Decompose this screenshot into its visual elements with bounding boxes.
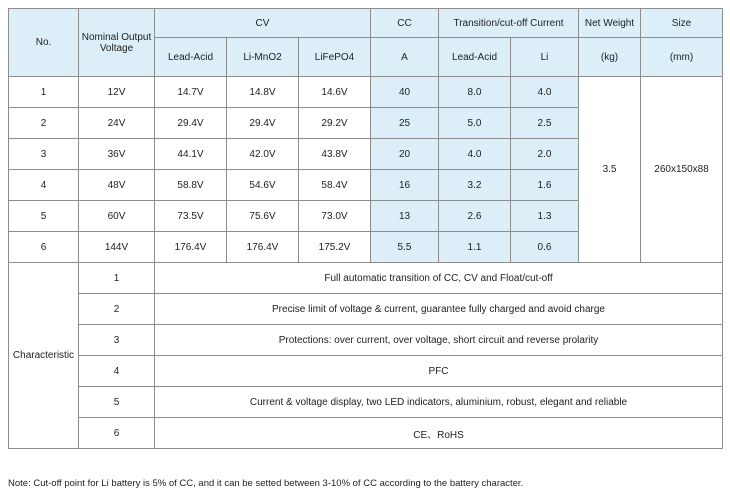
characteristic-text: CE、RoHS xyxy=(155,418,723,449)
characteristic-row xyxy=(9,263,723,294)
cell-cv-lead-acid: 14.7V xyxy=(155,77,227,108)
cell-transition-lead-acid: 8.0 xyxy=(439,77,511,108)
cell-cv-li-mno2: 75.6V xyxy=(227,201,299,232)
cell-size: 260x150x88 xyxy=(641,77,723,263)
characteristic-no: 6 xyxy=(79,418,155,449)
header-size-unit: (mm) xyxy=(641,38,723,77)
header-cv-li-mno2: Li-MnO2 xyxy=(227,38,299,77)
characteristic-row xyxy=(9,387,723,418)
header-cc-unit: A xyxy=(371,38,439,77)
characteristic-row xyxy=(9,294,723,325)
cell-voltage: 60V xyxy=(79,201,155,232)
cell-cc: 5.5 xyxy=(371,232,439,263)
spec-table xyxy=(8,8,723,449)
cell-cv-lead-acid: 58.8V xyxy=(155,170,227,201)
characteristic-label: Characteristic xyxy=(9,263,79,449)
cell-transition-li: 4.0 xyxy=(511,77,579,108)
footnote: Note: Cut-off point for Li battery is 5% of CC, and it can be setted between 3-10% of CC according to the battery character. xyxy=(8,478,524,489)
header-cv-lifepo4: LiFePO4 xyxy=(299,38,371,77)
characteristic-row xyxy=(9,418,723,449)
cell-transition-lead-acid: 3.2 xyxy=(439,170,511,201)
cell-voltage: 144V xyxy=(79,232,155,263)
cell-transition-lead-acid: 4.0 xyxy=(439,139,511,170)
cell-no: 4 xyxy=(9,170,79,201)
cell-cc: 13 xyxy=(371,201,439,232)
cell-cv-lifepo4: 73.0V xyxy=(299,201,371,232)
characteristic-text: Precise limit of voltage & current, guarantee fully charged and avoid charge xyxy=(155,294,723,325)
cell-transition-li: 1.3 xyxy=(511,201,579,232)
cell-cv-li-mno2: 29.4V xyxy=(227,108,299,139)
cell-transition-lead-acid: 5.0 xyxy=(439,108,511,139)
characteristic-no: 3 xyxy=(79,325,155,356)
characteristic-no: 1 xyxy=(79,263,155,294)
characteristic-text: Full automatic transition of CC, CV and Float/cut-off xyxy=(155,263,723,294)
cell-no: 6 xyxy=(9,232,79,263)
cell-no: 3 xyxy=(9,139,79,170)
header-cv: CV xyxy=(155,9,371,38)
cell-transition-lead-acid: 2.6 xyxy=(439,201,511,232)
characteristic-row xyxy=(9,356,723,387)
header-cc: CC xyxy=(371,9,439,38)
header-size: Size xyxy=(641,9,723,38)
cell-cv-li-mno2: 14.8V xyxy=(227,77,299,108)
cell-voltage: 48V xyxy=(79,170,155,201)
cell-cv-lead-acid: 73.5V xyxy=(155,201,227,232)
cell-transition-li: 1.6 xyxy=(511,170,579,201)
characteristic-no: 2 xyxy=(79,294,155,325)
cell-transition-li: 0.6 xyxy=(511,232,579,263)
header-net-weight: Net Weight xyxy=(579,9,641,38)
cell-cv-li-mno2: 54.6V xyxy=(227,170,299,201)
cell-cv-lifepo4: 43.8V xyxy=(299,139,371,170)
cell-cc: 25 xyxy=(371,108,439,139)
cell-cv-lifepo4: 175.2V xyxy=(299,232,371,263)
table-row xyxy=(9,77,723,108)
cell-cc: 20 xyxy=(371,139,439,170)
cell-voltage: 36V xyxy=(79,139,155,170)
characteristic-row xyxy=(9,325,723,356)
cell-transition-lead-acid: 1.1 xyxy=(439,232,511,263)
cell-cv-li-mno2: 176.4V xyxy=(227,232,299,263)
header-nominal-voltage: Nominal Output Voltage xyxy=(79,9,155,77)
cell-transition-li: 2.0 xyxy=(511,139,579,170)
cell-cv-lead-acid: 44.1V xyxy=(155,139,227,170)
cell-cc: 40 xyxy=(371,77,439,108)
cell-cv-li-mno2: 42.0V xyxy=(227,139,299,170)
cell-voltage: 24V xyxy=(79,108,155,139)
cell-transition-li: 2.5 xyxy=(511,108,579,139)
characteristic-text: PFC xyxy=(155,356,723,387)
cell-net-weight: 3.5 xyxy=(579,77,641,263)
cell-no: 5 xyxy=(9,201,79,232)
header-transition-lead-acid: Lead-Acid xyxy=(439,38,511,77)
cell-voltage: 12V xyxy=(79,77,155,108)
header-transition-li: Li xyxy=(511,38,579,77)
header-no: No. xyxy=(9,9,79,77)
header-transition: Transition/cut-off Current xyxy=(439,9,579,38)
characteristic-text: Protections: over current, over voltage, short circuit and reverse prolarity xyxy=(155,325,723,356)
cell-cc: 16 xyxy=(371,170,439,201)
header-net-weight-unit: (kg) xyxy=(579,38,641,77)
cell-cv-lead-acid: 176.4V xyxy=(155,232,227,263)
cell-cv-lifepo4: 14.6V xyxy=(299,77,371,108)
header-cv-lead-acid: Lead-Acid xyxy=(155,38,227,77)
cell-cv-lead-acid: 29.4V xyxy=(155,108,227,139)
characteristic-text: Current & voltage display, two LED indicators, aluminium, robust, elegant and reliable xyxy=(155,387,723,418)
cell-cv-lifepo4: 58.4V xyxy=(299,170,371,201)
cell-no: 2 xyxy=(9,108,79,139)
cell-no: 1 xyxy=(9,77,79,108)
cell-cv-lifepo4: 29.2V xyxy=(299,108,371,139)
characteristic-no: 5 xyxy=(79,387,155,418)
characteristic-no: 4 xyxy=(79,356,155,387)
